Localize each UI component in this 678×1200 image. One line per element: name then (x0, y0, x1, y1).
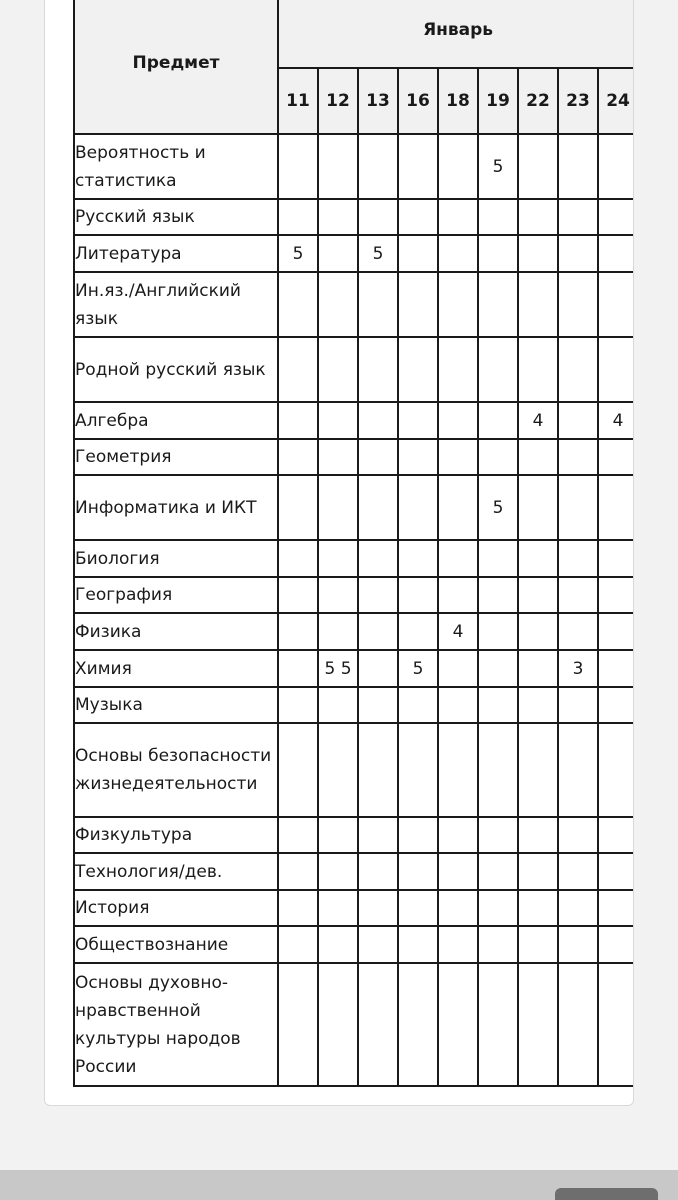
grade-cell (478, 687, 518, 723)
grade-cell (398, 613, 438, 650)
grade-cell (398, 439, 438, 475)
grade-cell (278, 577, 318, 613)
grade-cell (358, 613, 398, 650)
grade-cell (478, 540, 518, 577)
table-row (74, 475, 634, 540)
subject-name: География (74, 577, 278, 613)
grade-cell (278, 475, 318, 540)
grade-cell[interactable]: 5 (278, 235, 318, 272)
grade-cell (358, 577, 398, 613)
grade-cell (518, 650, 558, 687)
grade-cell (398, 199, 438, 235)
grade-cell (278, 687, 318, 723)
grade-cell (438, 926, 478, 963)
grade-cell (438, 199, 478, 235)
grade-cell (478, 577, 518, 613)
grade-cell (478, 272, 518, 337)
grades-card (44, 0, 634, 1106)
grade-cell (478, 963, 518, 1086)
grade-cell (358, 272, 398, 337)
grade-cell (318, 337, 358, 402)
grade-cell (598, 963, 634, 1086)
grade-cell (558, 337, 598, 402)
subject-name: Информатика и ИКТ (74, 475, 278, 540)
grade-cell (318, 817, 358, 853)
grade-cell (518, 439, 558, 475)
table-row (74, 853, 634, 890)
table-row (74, 540, 634, 577)
subject-name: Физкультура (74, 817, 278, 853)
subject-name: Геометрия (74, 439, 278, 475)
grade-cell (318, 235, 358, 272)
grade-cell (518, 817, 558, 853)
grade-cell (318, 272, 358, 337)
grade-cell (478, 439, 518, 475)
subject-name: Вероятность и статистика (74, 134, 278, 199)
table-row (74, 439, 634, 475)
grade-cell (358, 853, 398, 890)
grade-cell[interactable]: 5 5 (318, 650, 358, 687)
column-header-day: 22 (518, 68, 558, 134)
grade-cell (558, 235, 598, 272)
grade-cell (478, 402, 518, 439)
subject-name: Алгебра (74, 402, 278, 439)
grade-cell (278, 650, 318, 687)
grade-cell (478, 817, 518, 853)
grade-cell (598, 613, 634, 650)
table-row (74, 723, 634, 817)
grade-cell (398, 337, 438, 402)
subject-name: Химия (74, 650, 278, 687)
grade-cell (278, 199, 318, 235)
grade-cell (318, 475, 358, 540)
grade-cell (558, 687, 598, 723)
column-header-month: Январь (278, 0, 634, 68)
grade-cell (398, 134, 438, 199)
subject-name: Основы безопасности жизнедеятельности (74, 723, 278, 817)
grade-cell (518, 337, 558, 402)
grade-cell (398, 475, 438, 540)
grade-cell[interactable]: 5 (398, 650, 438, 687)
grade-cell (278, 723, 318, 817)
grade-cell (398, 926, 438, 963)
grade-cell (398, 687, 438, 723)
grade-cell (518, 199, 558, 235)
grade-cell (598, 475, 634, 540)
grade-cell (598, 926, 634, 963)
table-row (74, 687, 634, 723)
subject-name: Физика (74, 613, 278, 650)
subject-name: История (74, 890, 278, 926)
subject-name: Технология/дев. (74, 853, 278, 890)
grade-cell (278, 926, 318, 963)
table-row (74, 890, 634, 926)
grade-cell (358, 723, 398, 817)
table-row (74, 272, 634, 337)
grade-cell (558, 272, 598, 337)
subject-name: Русский язык (74, 199, 278, 235)
grade-cell (398, 723, 438, 817)
table-row (74, 402, 634, 439)
table-row (74, 235, 634, 272)
grade-cell (278, 613, 318, 650)
grade-cell[interactable]: 3 (558, 650, 598, 687)
grade-cell (478, 853, 518, 890)
grade-cell (478, 890, 518, 926)
grade-cell (318, 613, 358, 650)
grade-cell (518, 963, 558, 1086)
subject-name: Основы духовно-нравственной культуры народов России (74, 963, 278, 1086)
table-row (74, 337, 634, 402)
grade-cell (318, 926, 358, 963)
grade-cell (438, 235, 478, 272)
grade-cell (438, 337, 478, 402)
grade-cell (318, 853, 358, 890)
grade-cell (358, 402, 398, 439)
table-row (74, 577, 634, 613)
grade-cell (518, 853, 558, 890)
grade-cell (278, 439, 318, 475)
grade-cell (598, 890, 634, 926)
grade-cell (318, 577, 358, 613)
subject-name: Ин.яз./Английский язык (74, 272, 278, 337)
grade-cell (558, 926, 598, 963)
grade-cell (598, 687, 634, 723)
grade-cell (478, 235, 518, 272)
grade-cell (598, 337, 634, 402)
grade-cell (278, 817, 318, 853)
table-row (74, 650, 634, 687)
grade-cell (518, 475, 558, 540)
grade-cell[interactable]: 5 (478, 475, 518, 540)
grade-cell (558, 723, 598, 817)
column-header-day: 24 (598, 68, 634, 134)
grade-cell (598, 272, 634, 337)
grade-cell (558, 402, 598, 439)
grade-cell (598, 723, 634, 817)
grade-cell[interactable]: 4 (598, 402, 634, 439)
grade-cell (358, 817, 398, 853)
grade-cell (318, 687, 358, 723)
grade-cell (438, 402, 478, 439)
grade-cell (278, 540, 318, 577)
column-header-day: 19 (478, 68, 518, 134)
grade-cell[interactable]: 5 (478, 134, 518, 199)
bottom-toolbar-button[interactable] (555, 1188, 658, 1200)
grade-cell (558, 439, 598, 475)
grade-cell (558, 853, 598, 890)
table-row (74, 199, 634, 235)
column-header-day: 11 (278, 68, 318, 134)
grade-cell (278, 402, 318, 439)
subject-name: Музыка (74, 687, 278, 723)
grade-cell[interactable]: 4 (518, 402, 558, 439)
subject-name: Обществознание (74, 926, 278, 963)
grade-cell (438, 439, 478, 475)
grade-cell (518, 890, 558, 926)
grade-cell (598, 853, 634, 890)
grade-cell (518, 613, 558, 650)
grade-cell (278, 272, 318, 337)
grade-cell (318, 402, 358, 439)
grade-cell (318, 540, 358, 577)
column-header-day: 23 (558, 68, 598, 134)
subject-name: Литература (74, 235, 278, 272)
grade-cell (358, 963, 398, 1086)
grade-cell (518, 687, 558, 723)
grade-cell (478, 926, 518, 963)
grade-cell (438, 272, 478, 337)
grade-cell (518, 134, 558, 199)
grade-cell (398, 235, 438, 272)
grade-cell (598, 199, 634, 235)
grade-cell (478, 650, 518, 687)
grade-cell (358, 439, 398, 475)
grade-cell (518, 577, 558, 613)
column-header-day: 13 (358, 68, 398, 134)
grade-cell (518, 235, 558, 272)
grade-cell (598, 577, 634, 613)
grade-cell (478, 613, 518, 650)
grade-cell (398, 853, 438, 890)
grade-cell (358, 890, 398, 926)
grade-cell (478, 337, 518, 402)
grade-cell (278, 963, 318, 1086)
grade-cell (398, 963, 438, 1086)
grade-cell (558, 540, 598, 577)
grade-cell (558, 577, 598, 613)
grade-cell (598, 134, 634, 199)
grade-cell (358, 926, 398, 963)
grade-cell (358, 337, 398, 402)
grade-cell (278, 890, 318, 926)
grade-cell (438, 540, 478, 577)
grade-cell (278, 134, 318, 199)
grade-cell (398, 540, 438, 577)
grade-cell (438, 723, 478, 817)
grade-cell (518, 926, 558, 963)
grade-cell (438, 577, 478, 613)
grade-cell (558, 963, 598, 1086)
grade-cell (518, 272, 558, 337)
grade-cell (358, 540, 398, 577)
column-header-subject: Предмет (74, 0, 278, 134)
grade-cell (358, 199, 398, 235)
table-row (74, 817, 634, 853)
grade-cell[interactable]: 4 (438, 613, 478, 650)
grade-cell (278, 337, 318, 402)
table-row (74, 134, 634, 199)
grade-cell (278, 853, 318, 890)
grade-cell (478, 199, 518, 235)
subject-name: Биология (74, 540, 278, 577)
grade-cell (518, 723, 558, 817)
grade-cell (318, 199, 358, 235)
grade-cell (558, 890, 598, 926)
grade-cell (398, 890, 438, 926)
grade-cell (598, 439, 634, 475)
grade-cell (438, 853, 478, 890)
grade-cell (318, 963, 358, 1086)
grade-cell (318, 890, 358, 926)
grade-cell (438, 890, 478, 926)
grade-cell (398, 272, 438, 337)
grade-cell (478, 723, 518, 817)
grade-cell (358, 134, 398, 199)
table-row (74, 926, 634, 963)
grade-cell (598, 817, 634, 853)
grade-cell (398, 817, 438, 853)
grade-cell (398, 577, 438, 613)
grade-cell (558, 613, 598, 650)
grade-cell (318, 134, 358, 199)
grade-cell (598, 235, 634, 272)
grade-cell (438, 687, 478, 723)
table-row (74, 613, 634, 650)
column-header-day: 16 (398, 68, 438, 134)
grade-cell (318, 439, 358, 475)
grade-cell (558, 199, 598, 235)
grade-cell (598, 650, 634, 687)
grade-cell (438, 650, 478, 687)
grade-cell (358, 475, 398, 540)
grade-cell (358, 687, 398, 723)
grade-cell (558, 134, 598, 199)
grade-cell (438, 134, 478, 199)
grade-cell[interactable]: 5 (358, 235, 398, 272)
column-header-day: 18 (438, 68, 478, 134)
grade-cell (518, 540, 558, 577)
grade-cell (438, 817, 478, 853)
grade-cell (558, 475, 598, 540)
grade-cell (358, 650, 398, 687)
grades-table (73, 0, 634, 1087)
grade-cell (438, 963, 478, 1086)
column-header-day: 12 (318, 68, 358, 134)
grade-cell (318, 723, 358, 817)
grade-cell (398, 402, 438, 439)
subject-name: Родной русский язык (74, 337, 278, 402)
table-row (74, 963, 634, 1086)
grade-cell (558, 817, 598, 853)
grade-cell (438, 475, 478, 540)
grade-cell (598, 540, 634, 577)
